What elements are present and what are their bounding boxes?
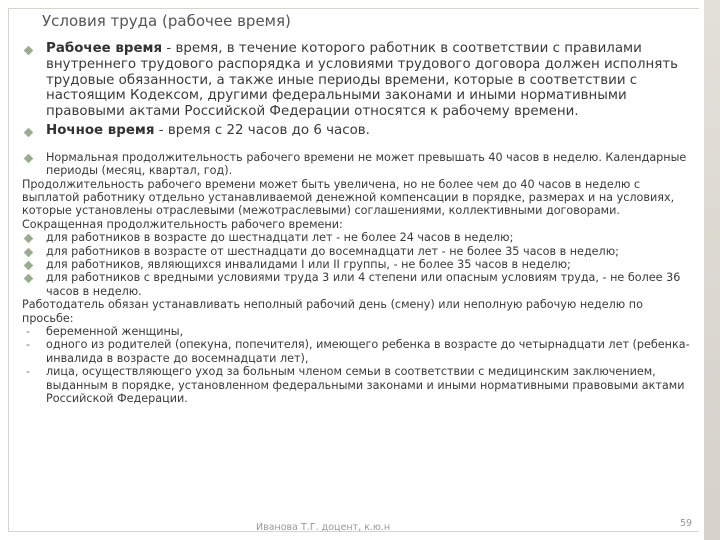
list-item [22, 231, 698, 244]
definition-night-time [22, 123, 698, 139]
list-item [22, 271, 698, 298]
list-item-text: одного из родителей (опекуна, попечителя), имеющего ребенка в возрасте до четырнадцати лет (ребенка-инвалида в возрасте до восемнадцати лет), [46, 338, 690, 365]
diamond-bullet-icon [24, 234, 34, 244]
part-time-heading: Работодатель обязан устанавливать неполный рабочий день (смену) или неполную рабочую неделю по просьбе: [22, 298, 643, 325]
list-item-text: беременной женщины, [46, 325, 184, 339]
term: Рабочее время [46, 41, 163, 56]
slide-title: Условия труда (рабочее время) [42, 12, 291, 30]
diamond-bullet-icon [24, 247, 34, 257]
definition-text: - время, в течение которого работник в соответствии с правилами внутреннего трудового распорядка и условиями трудового договора должен исполнять трудовые обязанности, а также иные периоды времени, которые в соответствии с настоящим Кодексом, другими федеральными законами и иными нормативными правовыми актами Российской Федерации относятся к рабочему времени. [46, 41, 679, 120]
list-item-text: лица, осуществляющего уход за больным членом семьи в соответствии с медицинским заключением, выданным в порядке, установленном федеральными законами и иными нормативными правовыми актами Российской Федерации. [46, 365, 685, 406]
diamond-bullet-icon [24, 274, 34, 284]
list-item [22, 258, 698, 271]
list-item-text: для работников с вредными условиями труда 3 или 4 степени или опасным условиям труда, - не более 36 часов в неделю. [46, 271, 681, 298]
list-item-text: для работников в возрасте до шестнадцати лет - не более 24 часов в неделю; [46, 231, 514, 245]
list-item [22, 325, 698, 338]
dash-bullet-icon: - [26, 325, 31, 339]
increased-duration: Продолжительность рабочего времени может быть увеличена, но не более чем до 40 часов в неделю с выплатой работнику отдельно устанавливаемой денежной компенсации в порядке, размерах и на условиях, которые установлены отраслевыми (межотраслевыми) соглашениями, коллективными договорами. [22, 177, 675, 218]
slide-content [22, 41, 698, 406]
list-item-text: для работников, являющихся инвалидами I или II группы, - не более 35 часов в неделю; [46, 258, 571, 272]
footer-author: Иванова Т.Г. доцент, к.ю.н [256, 522, 391, 533]
diamond-bullet-icon [24, 46, 34, 56]
diamond-bullet-icon [24, 261, 34, 271]
normal-duration-text: Нормальная продолжительность рабочего времени не может превышать 40 часов в неделю. Календарные периоды (месяц, квартал, год). [46, 150, 687, 178]
dash-bullet-icon: - [26, 338, 31, 352]
diamond-bullet-icon [24, 128, 34, 138]
definition-working-time [22, 41, 698, 120]
page-number: 59 [680, 518, 693, 529]
decorative-strip [704, 0, 720, 540]
definition-text: - время с 22 часов до 6 часов. [154, 122, 370, 138]
term: Ночное время [46, 122, 155, 138]
list-item [22, 245, 698, 258]
list-item [22, 338, 698, 365]
list-item-text: для работников в возрасте от шестнадцати до восемнадцати лет - не более 35 часов в неделю; [46, 244, 619, 258]
list-item [22, 365, 698, 405]
dash-bullet-icon: - [26, 365, 31, 379]
diamond-bullet-icon [24, 154, 34, 164]
reduced-duration-heading: Сокращенная продолжительность рабочего времени: [22, 217, 343, 231]
normal-duration [22, 151, 698, 178]
